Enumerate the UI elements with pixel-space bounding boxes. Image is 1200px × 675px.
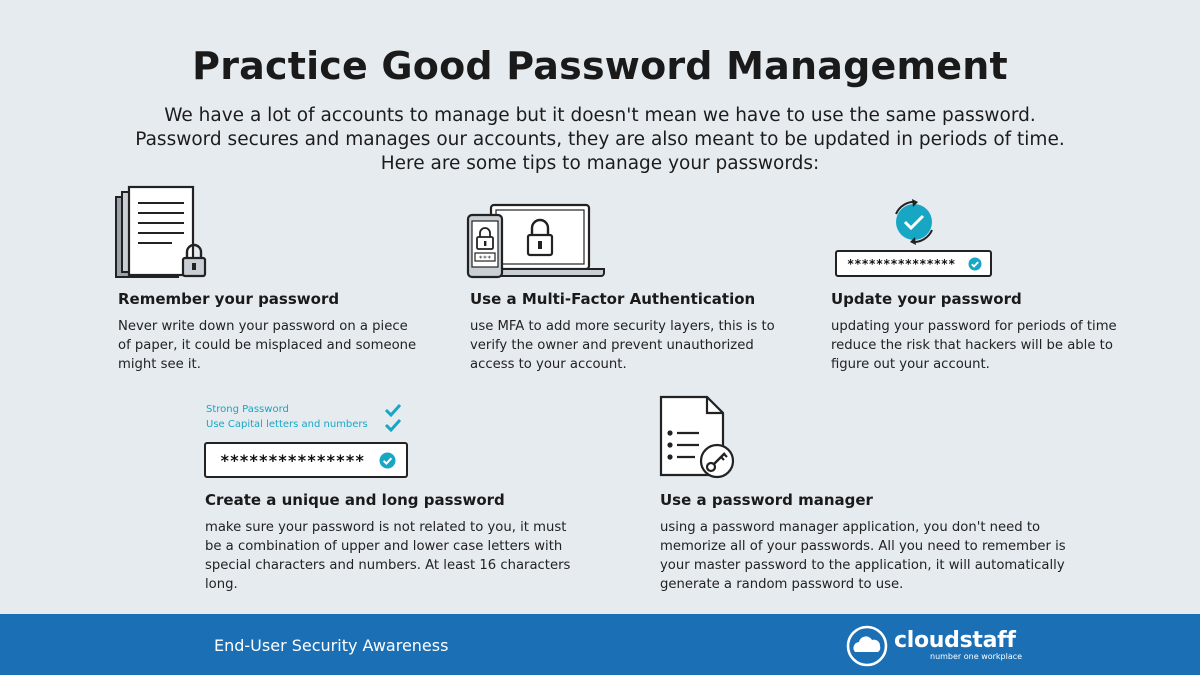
tip-heading: Update your password: [831, 290, 1022, 308]
tip-heading: Use a password manager: [660, 491, 873, 509]
footer-label: End-User Security Awareness: [214, 636, 449, 655]
update-password-field: [835, 250, 992, 277]
documents-lock-icon: [112, 183, 212, 283]
brand-tagline: number one workplace: [930, 652, 1023, 661]
tip-mfa: [470, 290, 790, 374]
intro-text: We have a lot of accounts to manage but it doesn't mean we have to use the same password. Password secures and manages our accounts, they are also meant to be updated in periods of time. Here are some tips to manage your passwords:: [135, 105, 1065, 174]
check-row: [206, 402, 402, 417]
tip-body: using a password manager application, you don't need to memorize all of your passwords. All you need to remember is your master password to the application, it will automatically generate a random password to use.: [660, 520, 1066, 592]
tip-heading: Create a unique and long password: [205, 491, 505, 509]
tip-heading: Remember your password: [118, 290, 340, 308]
document-key-icon: [659, 395, 739, 479]
checkmark-icon: [968, 257, 982, 271]
tip-body: make sure your password is not related to you, it must be a combination of upper and lower case letters with special characters and numbers. At least 16 characters long.: [205, 520, 571, 592]
checkmark-icon: [384, 418, 402, 432]
cloudstaff-logo-icon: [846, 625, 888, 667]
devices-lock-icon: [466, 203, 606, 279]
check-label: Strong Password: [206, 404, 289, 415]
phone-pin-mask: ***: [478, 254, 492, 263]
unique-password-field: [204, 442, 408, 478]
strong-check-list: [206, 402, 402, 432]
page-title: Practice Good Password Management: [192, 44, 1008, 88]
brand-logo: [846, 625, 1022, 667]
tip-heading: Use a Multi-Factor Authentication: [470, 290, 756, 308]
tip-body: Never write down your password on a piece of paper, it could be misplaced and someone might see it.: [118, 319, 417, 372]
tip-body: updating your password for periods of time reduce the risk that hackers will be able to figure out your account.: [831, 319, 1117, 372]
check-label: Use Capital letters and numbers: [206, 419, 368, 430]
tip-update-password: [831, 290, 1131, 374]
tip-remember-password: [118, 290, 418, 374]
password-mask: ***************: [847, 256, 956, 271]
brand-name: cloudstaff: [894, 628, 1016, 653]
refresh-check-icon: [888, 199, 940, 245]
footer-bar: [0, 614, 1200, 675]
tip-unique-password: [205, 491, 585, 594]
check-row: [206, 417, 402, 432]
checkmark-icon: [379, 452, 396, 469]
tip-body: use MFA to add more security layers, this is to verify the owner and prevent unauthorized access to your account.: [470, 319, 775, 372]
password-mask: ***************: [220, 450, 365, 470]
checkmark-icon: [384, 403, 402, 417]
tip-password-manager: [660, 491, 1080, 594]
